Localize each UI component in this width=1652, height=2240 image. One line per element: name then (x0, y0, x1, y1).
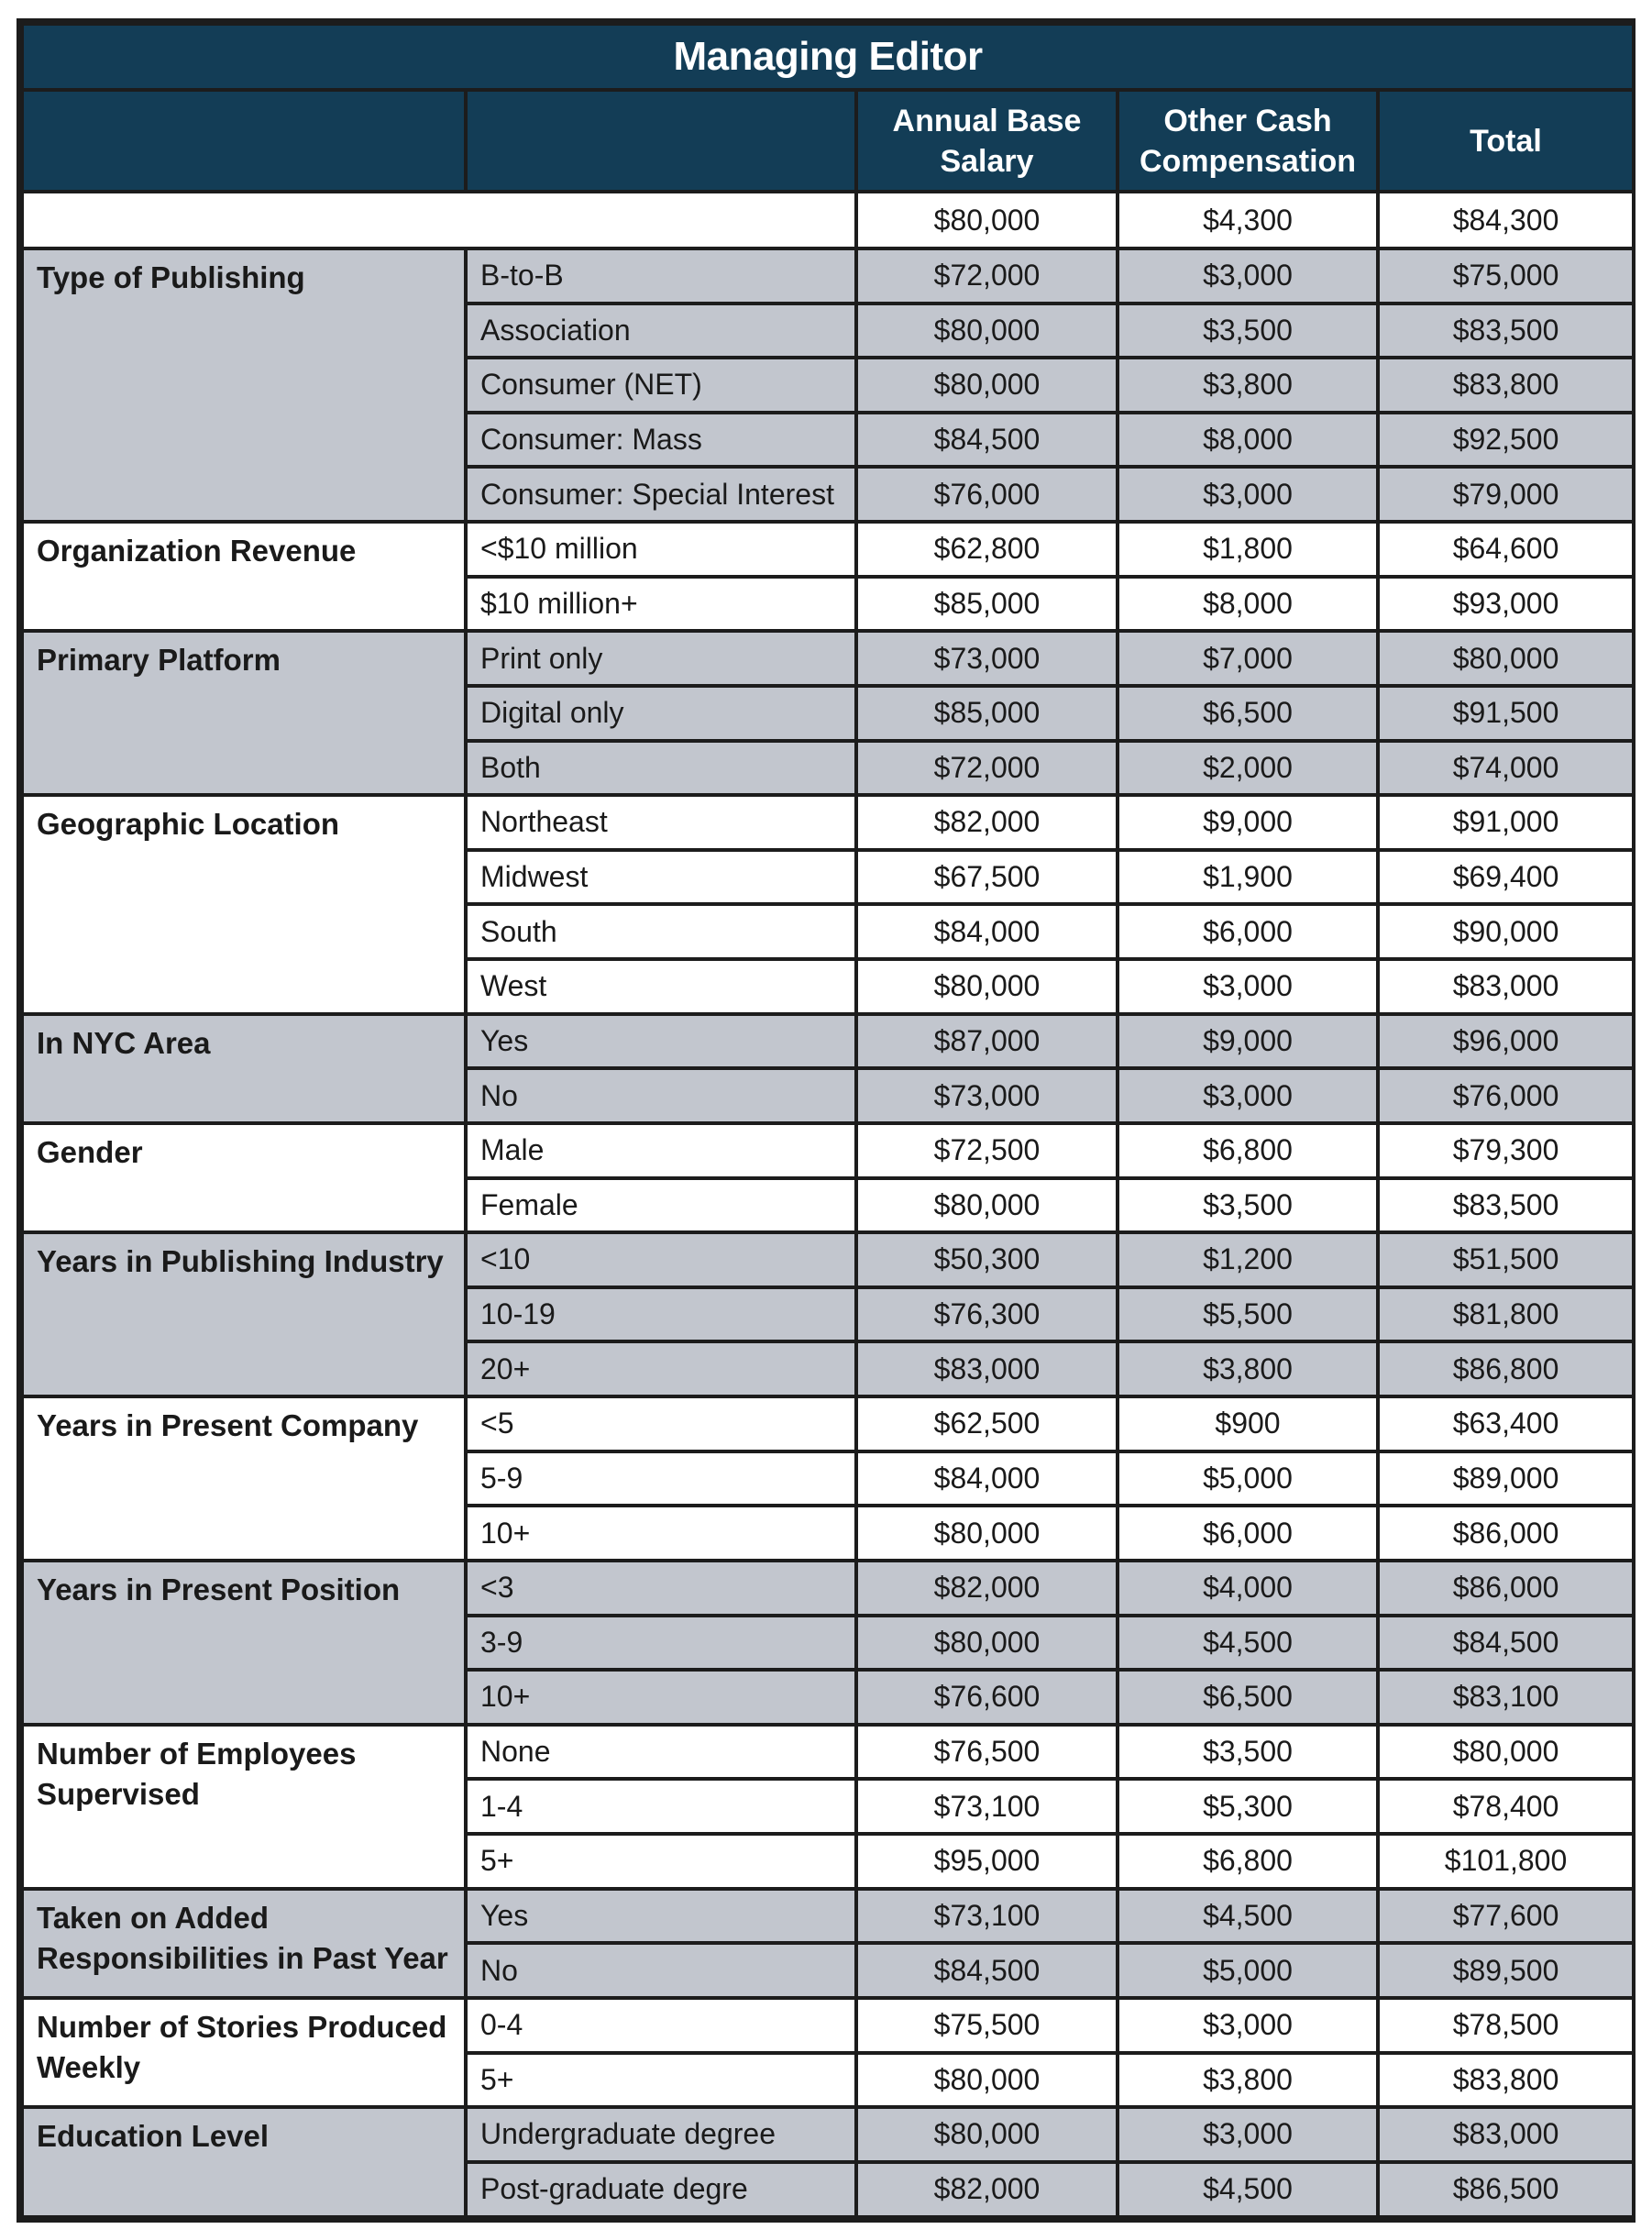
total-value: $86,800 (1378, 1341, 1634, 1396)
header-annual-base-salary: Annual Base Salary (856, 90, 1118, 192)
total-value: $76,000 (1378, 1068, 1634, 1123)
category-label: Years in Publishing Industry (22, 1232, 466, 1396)
other-cash-compensation-value: $3,500 (1118, 1178, 1378, 1233)
subcategory-label: Consumer: Special Interest (466, 467, 856, 522)
subcategory-label: West (466, 959, 856, 1014)
annual-base-salary-value: $80,000 (856, 303, 1118, 359)
subcategory-label: Female (466, 1178, 856, 1233)
annual-base-salary-value: $76,000 (856, 467, 1118, 522)
table-row (22, 1232, 1634, 1287)
table-frame (17, 18, 1635, 2223)
subcategory-label: 1-4 (466, 1779, 856, 1834)
table-row (22, 1123, 1634, 1178)
annual-base-salary-value: $80,000 (856, 1178, 1118, 1233)
subcategory-label: Undergraduate degree (466, 2107, 856, 2162)
annual-base-salary-value: $62,800 (856, 522, 1118, 577)
annual-base-salary-value: $80,000 (856, 1616, 1118, 1671)
other-cash-compensation-value: $6,500 (1118, 1670, 1378, 1725)
subcategory-label: South (466, 904, 856, 959)
annual-base-salary-value: $82,000 (856, 1561, 1118, 1616)
subcategory-label: No (466, 1943, 856, 1998)
total-value: $91,000 (1378, 795, 1634, 850)
salary-table (20, 22, 1635, 2219)
other-cash-compensation-value: $8,000 (1118, 577, 1378, 632)
category-label: Education Level (22, 2107, 466, 2217)
other-cash-compensation-value: $2,000 (1118, 741, 1378, 796)
subcategory-label: 10+ (466, 1506, 856, 1561)
table-row (22, 248, 1634, 303)
subcategory-label: <10 (466, 1232, 856, 1287)
subcategory-label: 3-9 (466, 1616, 856, 1671)
subcategory-label: B-to-B (466, 248, 856, 303)
annual-base-salary-value: $75,500 (856, 1998, 1118, 2053)
total-value: $78,500 (1378, 1998, 1634, 2053)
other-cash-compensation-value: $3,000 (1118, 2107, 1378, 2162)
subcategory-label: 10+ (466, 1670, 856, 1725)
total-value: $51,500 (1378, 1232, 1634, 1287)
annual-base-salary-value: $76,600 (856, 1670, 1118, 1725)
category-label: Geographic Location (22, 795, 466, 1014)
total-value: $91,500 (1378, 686, 1634, 741)
category-label: Number of Employees Supervised (22, 1725, 466, 1889)
category-label: Years in Present Company (22, 1396, 466, 1561)
other-cash-compensation-value: $4,500 (1118, 1616, 1378, 1671)
subcategory-label: Consumer: Mass (466, 413, 856, 468)
other-cash-compensation-value: $3,000 (1118, 248, 1378, 303)
table-row (22, 1889, 1634, 1944)
annual-base-salary-value: $76,500 (856, 1725, 1118, 1780)
annual-base-salary-value: $73,000 (856, 631, 1118, 686)
subcategory-label: Digital only (466, 686, 856, 741)
table-row (22, 1014, 1634, 1069)
subcategory-label: Consumer (NET) (466, 358, 856, 413)
annual-base-salary-value: $85,000 (856, 686, 1118, 741)
annual-base-salary-value: $84,500 (856, 413, 1118, 468)
total-value: $101,800 (1378, 1834, 1634, 1889)
annual-base-salary-value: $73,100 (856, 1889, 1118, 1944)
total-value: $90,000 (1378, 904, 1634, 959)
category-label: Years in Present Position (22, 1561, 466, 1725)
other-cash-compensation-value: $4,000 (1118, 1561, 1378, 1616)
annual-base-salary-value: $72,000 (856, 248, 1118, 303)
other-cash-compensation-value: $3,000 (1118, 467, 1378, 522)
subcategory-label: Print only (466, 631, 856, 686)
category-label: Gender (22, 1123, 466, 1232)
overall-other-cash: $4,300 (1118, 192, 1378, 248)
total-value: $74,000 (1378, 741, 1634, 796)
total-value: $75,000 (1378, 248, 1634, 303)
subcategory-label: <$10 million (466, 522, 856, 577)
category-label: Taken on Added Responsibilities in Past Year (22, 1889, 466, 1998)
other-cash-compensation-value: $3,800 (1118, 358, 1378, 413)
total-value: $77,600 (1378, 1889, 1634, 1944)
other-cash-compensation-value: $6,800 (1118, 1834, 1378, 1889)
category-label: Organization Revenue (22, 522, 466, 631)
other-cash-compensation-value: $1,200 (1118, 1232, 1378, 1287)
annual-base-salary-value: $82,000 (856, 795, 1118, 850)
annual-base-salary-value: $80,000 (856, 959, 1118, 1014)
other-cash-compensation-value: $3,500 (1118, 1725, 1378, 1780)
annual-base-salary-value: $73,000 (856, 1068, 1118, 1123)
other-cash-compensation-value: $3,000 (1118, 1998, 1378, 2053)
subcategory-label: 5+ (466, 2053, 856, 2108)
overall-row (22, 192, 1634, 248)
annual-base-salary-value: $84,500 (856, 1943, 1118, 1998)
other-cash-compensation-value: $4,500 (1118, 1889, 1378, 1944)
annual-base-salary-value: $62,500 (856, 1396, 1118, 1451)
subcategory-label: <3 (466, 1561, 856, 1616)
overall-total: $84,300 (1378, 192, 1634, 248)
total-value: $89,000 (1378, 1451, 1634, 1506)
table-row (22, 631, 1634, 686)
total-value: $80,000 (1378, 1725, 1634, 1780)
other-cash-compensation-value: $5,300 (1118, 1779, 1378, 1834)
annual-base-salary-value: $85,000 (856, 577, 1118, 632)
total-value: $83,500 (1378, 303, 1634, 359)
other-cash-compensation-value: $5,000 (1118, 1451, 1378, 1506)
table-row (22, 1561, 1634, 1616)
annual-base-salary-value: $80,000 (856, 1506, 1118, 1561)
total-value: $92,500 (1378, 413, 1634, 468)
other-cash-compensation-value: $6,000 (1118, 1506, 1378, 1561)
subcategory-label: No (466, 1068, 856, 1123)
subcategory-label: Northeast (466, 795, 856, 850)
other-cash-compensation-value: $3,500 (1118, 303, 1378, 359)
total-value: $93,000 (1378, 577, 1634, 632)
subcategory-label: <5 (466, 1396, 856, 1451)
annual-base-salary-value: $80,000 (856, 2053, 1118, 2108)
other-cash-compensation-value: $9,000 (1118, 1014, 1378, 1069)
annual-base-salary-value: $95,000 (856, 1834, 1118, 1889)
annual-base-salary-value: $80,000 (856, 358, 1118, 413)
subcategory-label: Both (466, 741, 856, 796)
other-cash-compensation-value: $1,900 (1118, 850, 1378, 905)
total-value: $83,100 (1378, 1670, 1634, 1725)
annual-base-salary-value: $73,100 (856, 1779, 1118, 1834)
total-value: $89,500 (1378, 1943, 1634, 1998)
other-cash-compensation-value: $4,500 (1118, 2162, 1378, 2217)
total-value: $79,300 (1378, 1123, 1634, 1178)
overall-label-cell (22, 192, 856, 248)
annual-base-salary-value: $72,500 (856, 1123, 1118, 1178)
overall-base-salary: $80,000 (856, 192, 1118, 248)
other-cash-compensation-value: $7,000 (1118, 631, 1378, 686)
other-cash-compensation-value: $6,000 (1118, 904, 1378, 959)
annual-base-salary-value: $84,000 (856, 904, 1118, 959)
header-total: Total (1378, 90, 1634, 192)
table-row (22, 522, 1634, 577)
other-cash-compensation-value: $6,800 (1118, 1123, 1378, 1178)
category-label: Primary Platform (22, 631, 466, 795)
subcategory-label: 0-4 (466, 1998, 856, 2053)
total-value: $83,500 (1378, 1178, 1634, 1233)
subcategory-label: 10-19 (466, 1287, 856, 1342)
subcategory-label: Yes (466, 1889, 856, 1944)
subcategory-label: 20+ (466, 1341, 856, 1396)
total-value: $64,600 (1378, 522, 1634, 577)
other-cash-compensation-value: $900 (1118, 1396, 1378, 1451)
total-value: $69,400 (1378, 850, 1634, 905)
other-cash-compensation-value: $9,000 (1118, 795, 1378, 850)
other-cash-compensation-value: $6,500 (1118, 686, 1378, 741)
total-value: $86,500 (1378, 2162, 1634, 2217)
other-cash-compensation-value: $1,800 (1118, 522, 1378, 577)
other-cash-compensation-value: $8,000 (1118, 413, 1378, 468)
annual-base-salary-value: $84,000 (856, 1451, 1118, 1506)
total-value: $86,000 (1378, 1561, 1634, 1616)
other-cash-compensation-value: $3,800 (1118, 2053, 1378, 2108)
subcategory-label: $10 million+ (466, 577, 856, 632)
total-value: $86,000 (1378, 1506, 1634, 1561)
other-cash-compensation-value: $3,000 (1118, 959, 1378, 1014)
total-value: $83,000 (1378, 959, 1634, 1014)
annual-base-salary-value: $80,000 (856, 2107, 1118, 2162)
annual-base-salary-value: $83,000 (856, 1341, 1118, 1396)
other-cash-compensation-value: $5,500 (1118, 1287, 1378, 1342)
annual-base-salary-value: $76,300 (856, 1287, 1118, 1342)
total-value: $83,800 (1378, 358, 1634, 413)
table-row (22, 1396, 1634, 1451)
subcategory-label: None (466, 1725, 856, 1780)
category-label: Number of Stories Produced Weekly (22, 1998, 466, 2107)
total-value: $63,400 (1378, 1396, 1634, 1451)
table-row (22, 2107, 1634, 2162)
header-blank-subcategory (466, 90, 856, 192)
table-title: Managing Editor (22, 24, 1634, 90)
total-value: $96,000 (1378, 1014, 1634, 1069)
other-cash-compensation-value: $5,000 (1118, 1943, 1378, 1998)
annual-base-salary-value: $67,500 (856, 850, 1118, 905)
total-value: $83,000 (1378, 2107, 1634, 2162)
annual-base-salary-value: $72,000 (856, 741, 1118, 796)
total-value: $83,800 (1378, 2053, 1634, 2108)
category-label: In NYC Area (22, 1014, 466, 1123)
table-row (22, 1998, 1634, 2053)
table-row (22, 1725, 1634, 1780)
annual-base-salary-value: $82,000 (856, 2162, 1118, 2217)
annual-base-salary-value: $87,000 (856, 1014, 1118, 1069)
total-value: $81,800 (1378, 1287, 1634, 1342)
other-cash-compensation-value: $3,800 (1118, 1341, 1378, 1396)
table-row (22, 795, 1634, 850)
total-value: $79,000 (1378, 467, 1634, 522)
subcategory-label: 5+ (466, 1834, 856, 1889)
category-label: Type of Publishing (22, 248, 466, 522)
other-cash-compensation-value: $3,000 (1118, 1068, 1378, 1123)
subcategory-label: Male (466, 1123, 856, 1178)
total-value: $80,000 (1378, 631, 1634, 686)
subcategory-label: Midwest (466, 850, 856, 905)
total-value: $84,500 (1378, 1616, 1634, 1671)
header-other-cash-compensation: Other Cash Compensation (1118, 90, 1378, 192)
subcategory-label: 5-9 (466, 1451, 856, 1506)
header-blank-category (22, 90, 466, 192)
subcategory-label: Post-graduate degre (466, 2162, 856, 2217)
subcategory-label: Yes (466, 1014, 856, 1069)
annual-base-salary-value: $50,300 (856, 1232, 1118, 1287)
subcategory-label: Association (466, 303, 856, 359)
total-value: $78,400 (1378, 1779, 1634, 1834)
